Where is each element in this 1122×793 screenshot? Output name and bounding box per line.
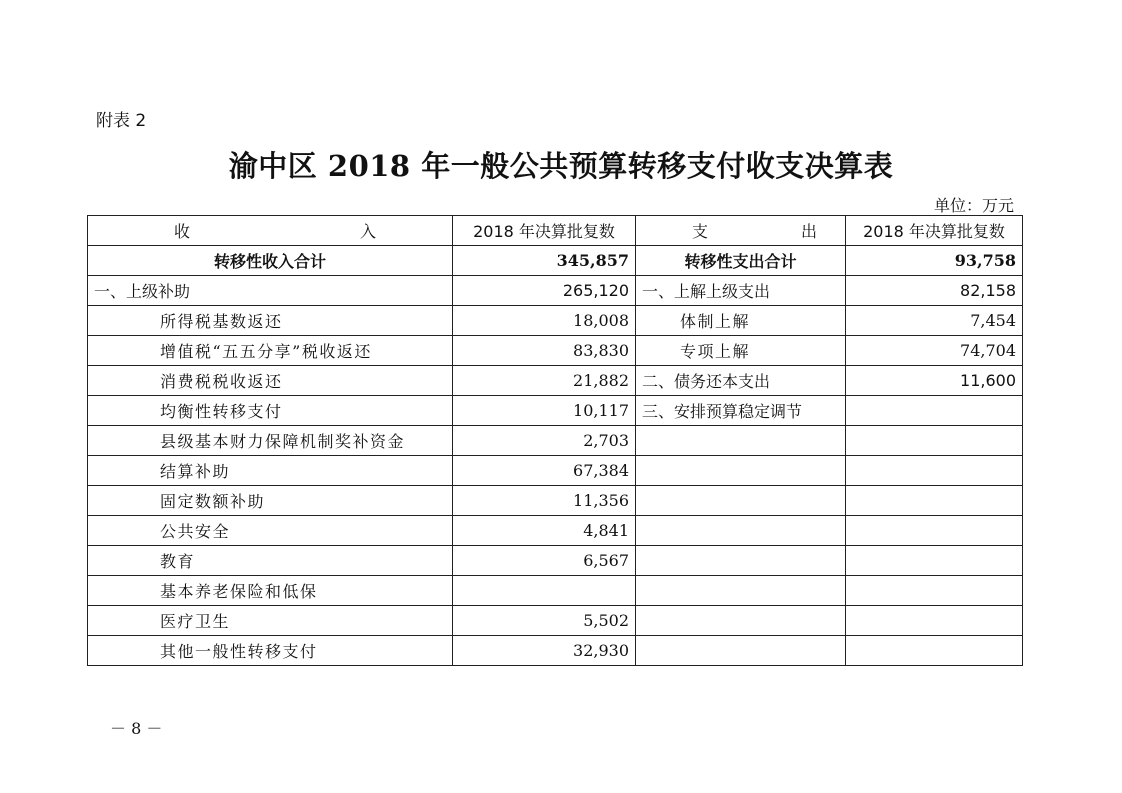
table-row [88,486,1023,516]
expense-value [846,576,1023,606]
income-value: 32,930 [453,636,636,666]
page-number: － 8 － [110,719,163,738]
income-value: 83,830 [453,336,636,366]
income-label: 公共安全 [88,516,453,546]
income-total-value: 345,857 [453,246,636,276]
table-row [88,396,1023,426]
expense-value [846,456,1023,486]
expense-label: 二、债务还本支出 [636,366,846,396]
expense-value [846,636,1023,666]
income-label: 基本养老保险和低保 [88,576,453,606]
income-value: 21,882 [453,366,636,396]
table-row [88,306,1023,336]
income-label: 其他一般性转移支付 [88,636,453,666]
income-value: 2,703 [453,426,636,456]
income-label: 消费税税收返还 [88,366,453,396]
expense-value [846,546,1023,576]
table-header-row [88,216,1023,246]
expense-label [636,636,846,666]
header-expense-char-2: 出 [800,222,817,241]
income-value: 11,356 [453,486,636,516]
expense-label: 专项上解 [636,336,846,366]
table-row [88,366,1023,396]
header-expense-amount: 2018 年决算批复数 [846,216,1023,246]
income-label: 医疗卫生 [88,606,453,636]
table-row [88,606,1023,636]
income-value: 4,841 [453,516,636,546]
income-value: 5,502 [453,606,636,636]
expense-label [636,606,846,636]
totals-row [88,246,1023,276]
expense-label [636,486,846,516]
expense-label [636,516,846,546]
unit-label: 单位：万元 [933,196,1014,215]
income-label: 固定数额补助 [88,486,453,516]
expense-value: 11,600 [846,366,1023,396]
income-label: 结算补助 [88,456,453,486]
expense-label: 三、安排预算稳定调节 [636,396,846,426]
income-label: 县级基本财力保障机制奖补资金 [88,426,453,456]
expense-value: 74,704 [846,336,1023,366]
income-value: 10,117 [453,396,636,426]
expense-label [636,576,846,606]
expense-value [846,396,1023,426]
budget-table [87,215,1023,666]
table-row [88,576,1023,606]
income-label: 教育 [88,546,453,576]
header-income-amount: 2018 年决算批复数 [453,216,636,246]
table-row [88,636,1023,666]
expense-total-value: 93,758 [846,246,1023,276]
income-value: 6,567 [453,546,636,576]
expense-label: 一、上解上级支出 [636,276,846,306]
income-label: 均衡性转移支付 [88,396,453,426]
income-label: 增值税“五五分享”税收返还 [88,336,453,366]
expense-total-label: 转移性支出合计 [636,246,846,276]
header-expense [636,216,846,246]
income-value: 67,384 [453,456,636,486]
table-row [88,456,1023,486]
expense-label [636,426,846,456]
table-row [88,516,1023,546]
annex-label: 附表 2 [96,111,147,131]
expense-label [636,456,846,486]
table-row [88,426,1023,456]
header-income-char-2: 入 [359,222,376,241]
header-expense-char-1: 支 [692,222,709,241]
expense-value [846,516,1023,546]
page-title: 渝中区 2018 年一般公共预算转移支付收支决算表 [228,149,894,183]
income-value: 18,008 [453,306,636,336]
income-label: 一、上级补助 [88,276,453,306]
expense-value: 82,158 [846,276,1023,306]
income-total-label: 转移性收入合计 [88,246,453,276]
header-income [88,216,453,246]
table-row [88,546,1023,576]
income-value [453,576,636,606]
income-label: 所得税基数返还 [88,306,453,336]
header-income-char-1: 收 [174,222,191,241]
expense-value: 7,454 [846,306,1023,336]
table-row [88,276,1023,306]
expense-value [846,426,1023,456]
expense-label: 体制上解 [636,306,846,336]
table-row [88,336,1023,366]
expense-value [846,486,1023,516]
expense-label [636,546,846,576]
expense-value [846,606,1023,636]
income-value: 265,120 [453,276,636,306]
